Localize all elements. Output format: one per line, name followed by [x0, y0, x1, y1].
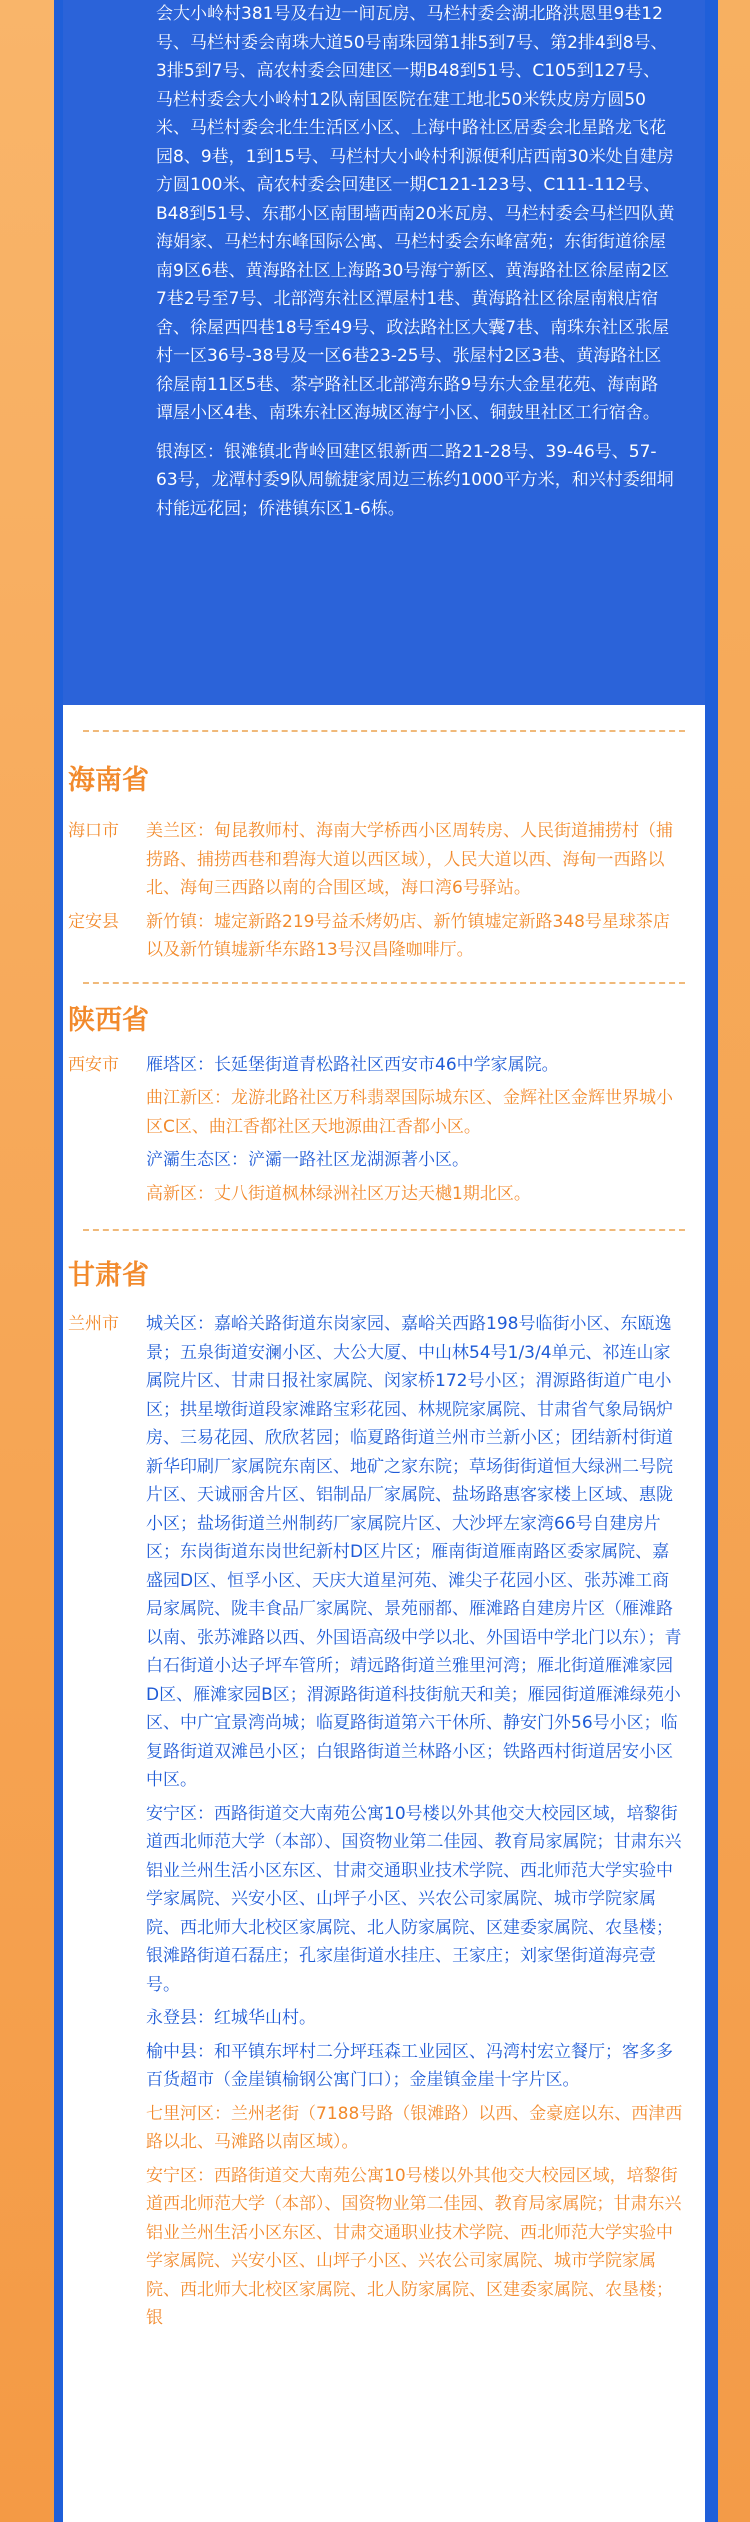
- district-entry: 浐灞生态区：浐灞一路社区龙湖源著小区。: [146, 1150, 469, 1170]
- top-blue-panel: [63, 0, 705, 705]
- city-row: [63, 1051, 705, 1214]
- district-list: [146, 1051, 705, 1214]
- district-entry: 美兰区：甸昆教师村、海南大学桥西小区周转房、人民街道捕捞村（捕捞路、捕捞西巷和碧海大道以西区域），人民大道以西、海甸一西路以北、海甸三西路以南的合围区域，海口湾6号驿站。: [146, 821, 673, 898]
- district-entry: 新竹镇：墟定新路219号益禾烤奶店、新竹镇墟定新路348号星球茶店以及新竹镇墟新华东路13号汉昌隆咖啡厅。: [146, 911, 670, 960]
- city-name: 海口市: [68, 821, 119, 841]
- province-section-shaanxi: [63, 998, 705, 1214]
- province-title: 甘肃省: [68, 1260, 149, 1291]
- district-entry: 榆中县：和平镇东坪村二分坪珏森工业园区、冯湾村宏立餐厅；客多多百货超市（金崖镇榆钢公寓门口）；金崖镇金崖十字片区。: [146, 2041, 673, 2090]
- right-orange-border: [718, 0, 750, 2522]
- province-section-gansu: [63, 1253, 705, 2338]
- content-panel: [63, 705, 705, 2522]
- district-entry: 安宁区：西路街道交大南苑公寓10号楼以外其他交大校园区域，培黎街道西北师范大学（本部）、国资物业第二佳园、教育局家属院；甘肃东兴铝业兰州生活小区东区、甘肃交通职业技术学院、西北师范大学实验中学家属院、兴安小区、山坪子小区、兴农公司家属院、城市学院家属院、西北师大北校区家属院、北人防家属院、区建委家属院、农垦楼；银滩路街道石磊庄；孔家崖街道水挂庄、王家庄；刘家堡街道海亮壹号。: [146, 1803, 682, 1995]
- section-divider: [83, 1229, 685, 1231]
- district-entry: 雁塔区：长延堡街道青松路社区西安市46中学家属院。: [146, 1054, 559, 1075]
- left-orange-border: [0, 0, 54, 2522]
- district-entry: 高新区：丈八街道枫林绿洲社区万达天樾1期北区。: [146, 1183, 531, 1204]
- top-paragraph: 会大小岭村381号及右边一间瓦房、马栏村委会湖北路洪恩里9巷12号、马栏村委会南珠大道50号南珠园第1排5到7号、第2排4到8号、3排5到7号、高农村委会回建区一期B48到51号、C105到127号、马栏村委会大小岭村12队南国医院在建工地北50米铁皮房方圆50米、马栏村委会北生生活区小区、上海中路社区居委会北星路龙飞花园8、9巷，1到15号、马栏村大小岭村利源便利店西南30米处自建房方圆100米、高农村委会回建区一期C121-123号、C111-112号、B48到51号、东郡小区南围墙西南20米瓦房、马栏村委会马栏四队黄海娟家、马栏村东峰国际公寓、马栏村委会东峰富苑；东街街道徐屋南9区6巷、黄海路社区上海路30号海宁新区、黄海路社区徐屋南2区7巷2号至7号、北部湾东社区潭屋村1巷、黄海路社区徐屋南粮店宿舍、徐屋西四巷18号至49号、政法路社区大囊7巷、南珠东社区张屋村一区36号-38号及一区6巷23-25号、张屋村2区3巷、黄海路社区徐屋南11区5巷、茶亭路社区北部湾东路9号东大金星花苑、海南路谭屋小区4巷、南珠东社区海城区海宁小区、铜鼓里社区工行宿舍。: [156, 4, 675, 423]
- district-list: [146, 908, 705, 970]
- district-entry: 曲江新区：龙游北路社区万科翡翠国际城东区、金辉社区金辉世界城小区C区、曲江香都社区天地源曲江香都小区。: [146, 1088, 673, 1137]
- city-name: 兰州市: [68, 1314, 119, 1334]
- left-blue-bar: [54, 0, 63, 2522]
- city-row: [63, 908, 705, 970]
- top-text-block: [63, 0, 705, 523]
- province-title: 陕西省: [68, 1004, 149, 1036]
- top-paragraph: 银海区：银滩镇北背岭回建区银新西二路21-28号、39-46号、57-63号，龙潭村委9队周毓捷家周边三栋约1000平方米，和兴村委细垌村能远花园；侨港镇东区1-6栋。: [156, 441, 674, 519]
- province-title: 海南省: [68, 765, 149, 796]
- district-list: [146, 1310, 705, 2338]
- district-entry: 七里河区：兰州老街（7188号路（银滩路）以西、金豪庭以东、西津西路以北、马滩路以南区域）。: [146, 2103, 683, 2152]
- district-entry: 安宁区：西路街道交大南苑公寓10号楼以外其他交大校园区域，培黎街道西北师范大学（本部）、国资物业第二佳园、教育局家属院；甘肃东兴铝业兰州生活小区东区、甘肃交通职业技术学院、西北师范大学实验中学家属院、兴安小区、山坪子小区、兴农公司家属院、城市学院家属院、西北师大北校区家属院、北人防家属院、区建委家属院、农垦楼；银: [146, 2165, 682, 2328]
- city-name: 定安县: [68, 911, 119, 932]
- district-entry: 城关区：嘉峪关路街道东岗家园、嘉峪关西路198号临街小区、东瓯逸景；五泉街道安澜小区、大公大厦、中山林54号1/3/4单元、祁连山家属院片区、甘肃日报社家属院、闵家桥172号小区；渭源路街道广电小区；拱星墩街道段家滩路宝彩花园、林规院家属院、甘肃省气象局锅炉房、三易花园、欣欣茗园；临夏路街道兰州市兰新小区；团结新村街道新华印刷厂家属院东南区、地矿之家东院；草场街街道恒大绿洲二号院片区、天诚丽舍片区、铝制品厂家属院、盐场路惠客家楼上区域、惠陇小区；盐场街道兰州制药厂家属院片区、大沙坪左家湾66号自建房片区；东岗街道东岗世纪新村D区片区；雁南街道雁南路区委家属院、嘉盛园D区、恒孚小区、天庆大道星河苑、滩尖子花园小区、张苏滩工商局家属院、陇丰食品厂家属院、景苑丽都、雁滩路自建房片区（雁滩路以南、张苏滩路以西、外国语高级中学以北、外国语中学北门以东）；青白石街道小达子坪车管所；靖远路街道兰雅里河湾；雁北街道雁滩家园D区、雁滩家园B区；渭源路街道科技街航天和美；雁园街道雁滩绿苑小区、中广宜景湾尚城；临夏路街道第六干休所、静安门外56号小区；临复路街道双滩邑小区；白银路街道兰林路小区；铁路西村街道居安小区中区。: [146, 1314, 682, 1790]
- district-list: [146, 817, 705, 908]
- province-section-hainan: [63, 758, 705, 970]
- right-blue-bar: [705, 0, 718, 2522]
- city-name: 西安市: [68, 1054, 119, 1075]
- district-entry: 永登县：红城华山村。: [146, 2008, 316, 2028]
- city-row: [63, 1310, 705, 2338]
- city-row: [63, 817, 705, 908]
- section-divider: [83, 982, 685, 984]
- section-divider: [83, 730, 685, 732]
